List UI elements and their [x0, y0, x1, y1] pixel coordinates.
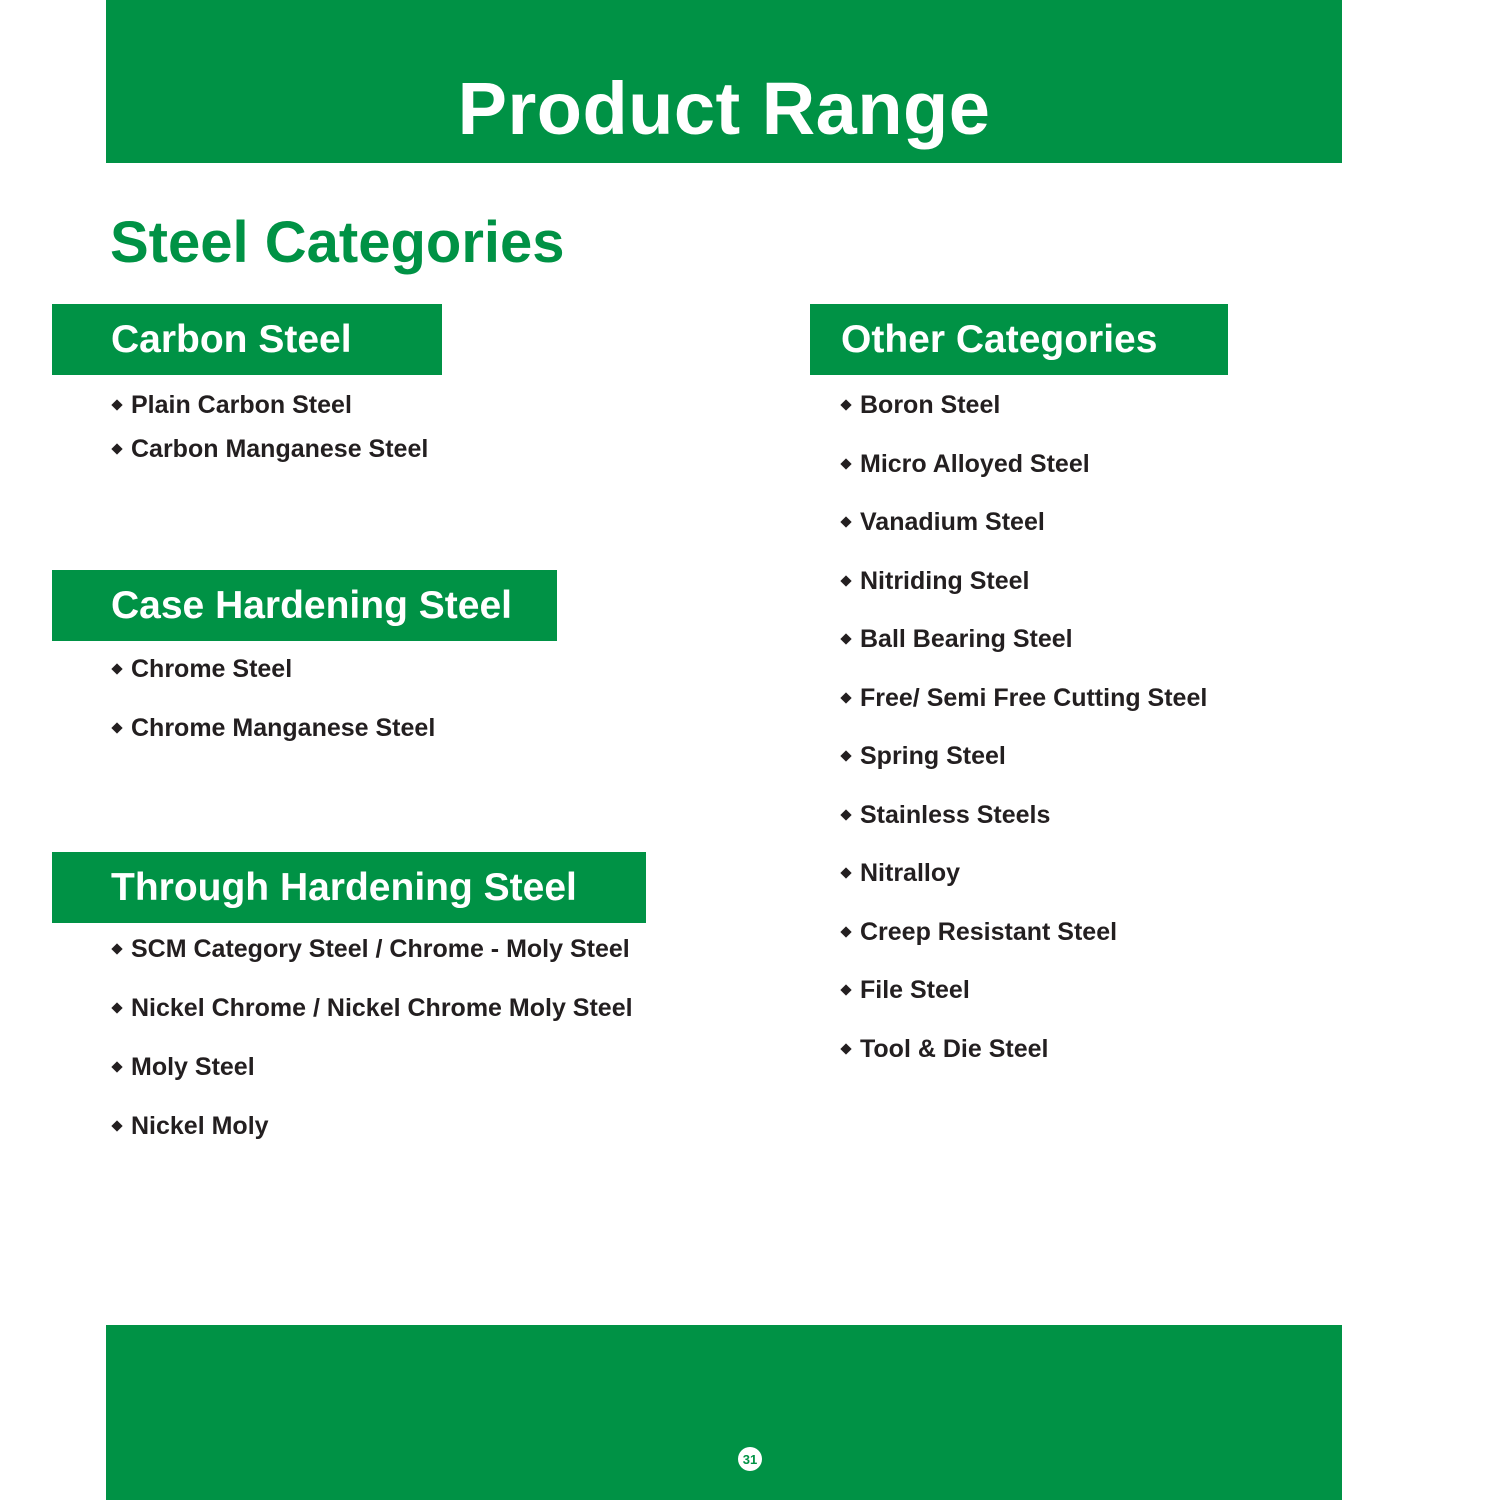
footer-band: [106, 1325, 1342, 1500]
diamond-bullet-icon: [840, 1043, 851, 1054]
list-item: Moly Steel: [110, 1052, 633, 1082]
diamond-bullet-icon: [840, 458, 851, 469]
page-number: 31: [738, 1447, 762, 1471]
diamond-bullet-icon: [840, 399, 851, 410]
list-item: Stainless Steels: [839, 800, 1207, 830]
diamond-bullet-icon: [840, 926, 851, 937]
diamond-bullet-icon: [111, 663, 122, 674]
carbon-steel-list: [110, 390, 428, 464]
section-title: Steel Categories: [110, 210, 565, 275]
list-item: Vanadium Steel: [839, 507, 1207, 537]
other-categories-heading-label: Other Categories: [841, 318, 1158, 361]
other-categories-heading: [810, 304, 1228, 375]
diamond-bullet-icon: [111, 722, 122, 733]
list-item: SCM Category Steel / Chrome - Moly Steel: [110, 934, 633, 964]
list-item: Boron Steel: [839, 390, 1207, 420]
list-item: Spring Steel: [839, 741, 1207, 771]
list-item: Creep Resistant Steel: [839, 917, 1207, 947]
list-item: Chrome Steel: [110, 654, 435, 684]
page-title: Product Range: [457, 66, 991, 150]
list-item: Free/ Semi Free Cutting Steel: [839, 683, 1207, 713]
diamond-bullet-icon: [840, 809, 851, 820]
diamond-bullet-icon: [840, 516, 851, 527]
through-hardening-steel-list: [110, 934, 633, 1141]
list-item: Nickel Chrome / Nickel Chrome Moly Steel: [110, 993, 633, 1023]
case-hardening-steel-list: [110, 654, 435, 743]
list-item: Carbon Manganese Steel: [110, 434, 428, 464]
list-item: Nickel Moly: [110, 1111, 633, 1141]
list-item: Chrome Manganese Steel: [110, 713, 435, 743]
diamond-bullet-icon: [111, 1002, 122, 1013]
case-hardening-steel-heading: [52, 570, 557, 641]
diamond-bullet-icon: [840, 575, 851, 586]
diamond-bullet-icon: [840, 633, 851, 644]
other-categories-list: [839, 390, 1207, 1064]
diamond-bullet-icon: [111, 1061, 122, 1072]
carbon-steel-heading: [52, 304, 442, 375]
diamond-bullet-icon: [111, 399, 122, 410]
header-band: [106, 0, 1342, 163]
diamond-bullet-icon: [111, 943, 122, 954]
list-item: File Steel: [839, 975, 1207, 1005]
list-item: Nitralloy: [839, 858, 1207, 888]
list-item: Plain Carbon Steel: [110, 390, 428, 420]
list-item: Nitriding Steel: [839, 566, 1207, 596]
list-item: Tool & Die Steel: [839, 1034, 1207, 1064]
diamond-bullet-icon: [111, 1120, 122, 1131]
case-hardening-steel-heading-label: Case Hardening Steel: [111, 584, 512, 627]
diamond-bullet-icon: [840, 750, 851, 761]
through-hardening-steel-heading-label: Through Hardening Steel: [111, 866, 577, 909]
diamond-bullet-icon: [840, 692, 851, 703]
through-hardening-steel-heading: [52, 852, 646, 923]
list-item: Ball Bearing Steel: [839, 624, 1207, 654]
list-item: Micro Alloyed Steel: [839, 449, 1207, 479]
diamond-bullet-icon: [840, 867, 851, 878]
diamond-bullet-icon: [840, 984, 851, 995]
diamond-bullet-icon: [111, 443, 122, 454]
carbon-steel-heading-label: Carbon Steel: [111, 318, 352, 361]
